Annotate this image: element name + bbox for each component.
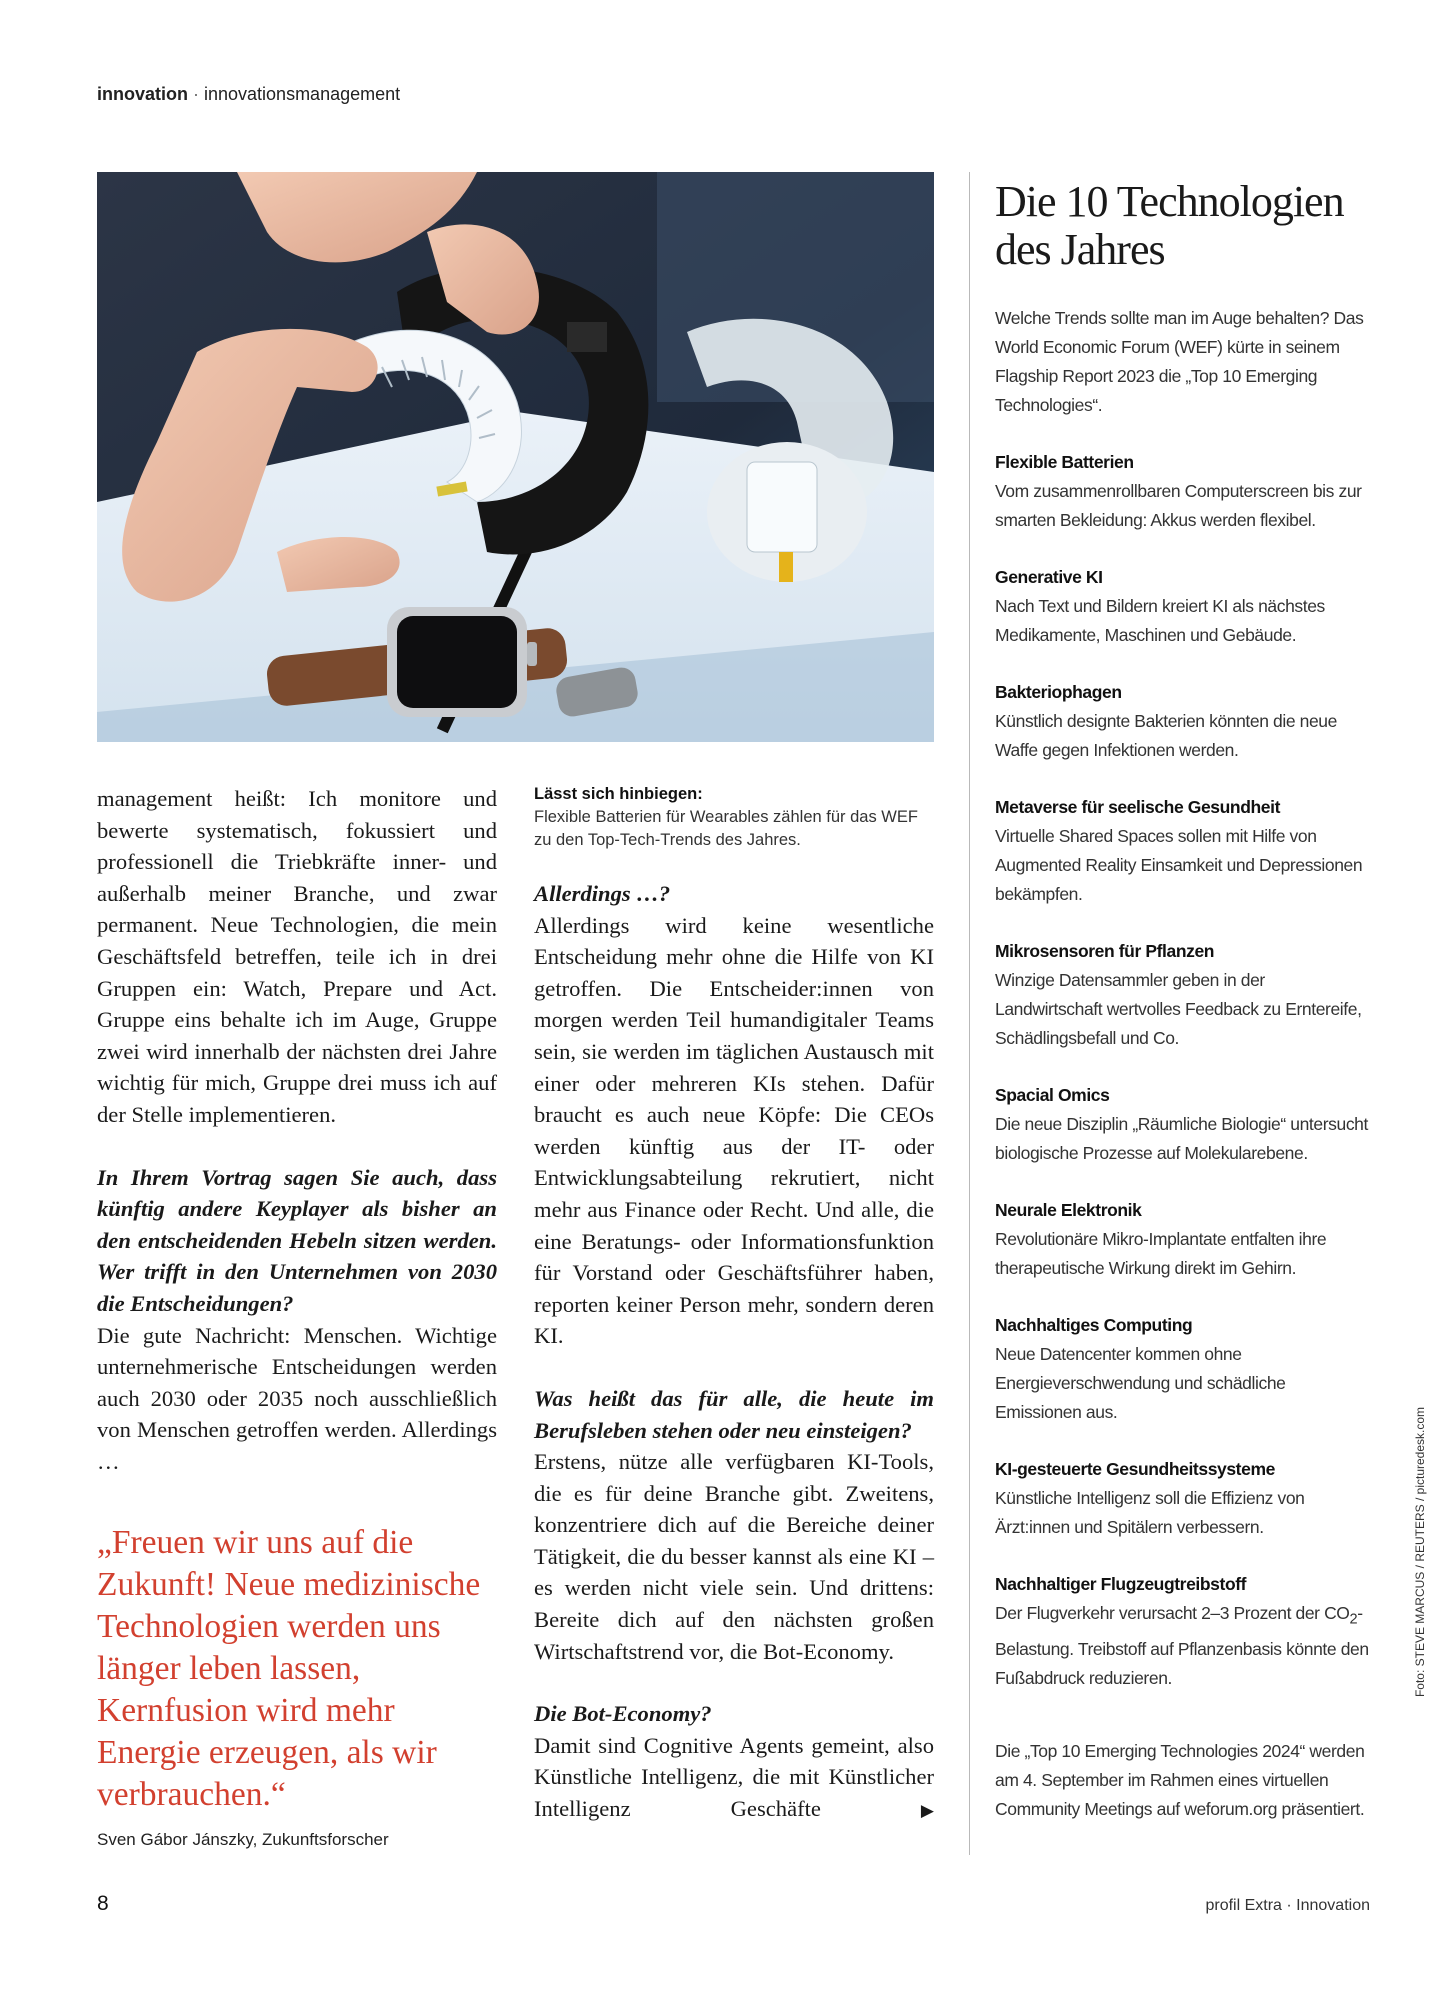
technology-description: Neue Datencenter kommen ohne Energieverschwendung und schädliche Emissionen aus. xyxy=(995,1344,1286,1422)
article-column-2 xyxy=(534,783,934,1827)
header-subsection: innovationsmanagement xyxy=(204,84,401,104)
technology-description-part: Der Flugverkehr verursacht 2–3 Prozent der CO xyxy=(995,1603,1350,1623)
technology-title: Generative KI xyxy=(995,567,1103,587)
article-paragraph: management heißt: Ich monitore und bewerte systematisch, fokussiert und professionell die Triebkräfte inner- und außerhalb meiner Branche, und zwar permanent. Neue Technologien, die mein Geschäftsfeld betreffen, teile ich in drei Gruppen ein: Watch, Prepare und Act. Gruppe eins behalte ich im Auge, Gruppe zwei wird innerhalb der nächsten drei Jahre wichtig für mich, Gruppe drei muss ich auf der Stelle implementieren. xyxy=(97,786,497,1127)
technology-item xyxy=(995,1311,1373,1427)
page-header xyxy=(97,84,400,105)
technology-list xyxy=(995,448,1373,1542)
technology-title: Metaverse für seelische Gesundheit xyxy=(995,797,1280,817)
technology-description: Virtuelle Shared Spaces sollen mit Hilfe von Augmented Reality Einsamkeit und Depressionen bekämpfen. xyxy=(995,826,1363,904)
technology-title: Bakteriophagen xyxy=(995,682,1122,702)
sidebar-divider xyxy=(969,172,970,1855)
article-photo xyxy=(97,172,934,742)
technology-description: Revolutionäre Mikro-Implantate entfalten ihre therapeutische Wirkung direkt im Gehirn. xyxy=(995,1229,1327,1278)
pull-quote: „Freuen wir uns auf die Zukunft! Neue medizinische Technologien werden uns länger leben lassen, Kernfusion wird mehr Energie erzeugen, als wir verbrauchen.“ xyxy=(97,1524,481,1813)
technology-title: Spacial Omics xyxy=(995,1085,1110,1105)
interview-question: In Ihrem Vortrag sagen Sie auch, dass künftig andere Keyplayer als bisher an den entscheidenden Hebeln sitzen werden. Wer trifft in den Unternehmen von 2030 die Entscheidungen? xyxy=(97,1164,497,1316)
sidebar-outro: Die „Top 10 Emerging Technologies 2024“ werden am 4. September im Rahmen eines virtuellen Community Meetings auf weforum.org präsentiert. xyxy=(995,1740,1365,1819)
technology-description: Nach Text und Bildern kreiert KI als nächstes Medikamente, Maschinen und Gebäude. xyxy=(995,596,1325,645)
technology-item xyxy=(995,678,1373,765)
technology-description: Winzige Datensammler geben in der Landwirtschaft wertvolles Feedback zu Erntereife, Schädlingsbefall und Co. xyxy=(995,970,1362,1048)
technology-title: Flexible Batterien xyxy=(995,452,1134,472)
sidebar-box xyxy=(995,178,1373,1824)
photo-caption xyxy=(534,783,934,852)
technology-item xyxy=(995,1196,1373,1283)
article-paragraph: Allerdings wird keine wesentliche Entscheidung mehr ohne die Hilfe von KI getroffen. Die Entscheider:innen von morgen werden Teil humandigitaler Teams sein, sie werden im täglichen Austausch mit einer oder mehreren KIs stehen. Dafür braucht es auch neue Köpfe: Die CEOs werden künftig aus der IT- oder Entwicklungsabteilung rekrutiert, nicht mehr aus Finance oder Recht. Und alle, die eine Beratungs- oder Informationsfunktion für Vorstand oder Geschäftsführer haben, reporten keiner Person mehr, sondern deren KI. xyxy=(534,912,934,1349)
technology-title: Nachhaltiger Flugzeugtreibstoff xyxy=(995,1574,1247,1594)
technology-description xyxy=(995,1599,1373,1693)
technology-description: Vom zusammenrollbaren Computerscreen bis zur smarten Bekleidung: Akkus werden flexibel. xyxy=(995,481,1362,530)
photo-credit: Foto: STEVE MARCUS / REUTERS / picturedesk.com xyxy=(1413,1406,1427,1698)
technology-item xyxy=(995,1081,1373,1168)
publication-footer: profil Extra · Innovation xyxy=(1205,1897,1370,1914)
technology-title: Neurale Elektronik xyxy=(995,1200,1142,1220)
technology-item xyxy=(995,448,1373,535)
pull-quote-attribution: Sven Gábor Jánszky, Zukunftsforscher xyxy=(97,1830,389,1849)
interview-subhead: Die Bot-Economy? xyxy=(534,1701,712,1727)
technology-description: Die neue Disziplin „Räumliche Biologie“ untersucht biologische Prozesse auf Molekularebene. xyxy=(995,1114,1368,1163)
article-paragraph xyxy=(534,1730,934,1827)
technology-item xyxy=(995,563,1373,650)
technology-title: KI-gesteuerte Gesundheitssysteme xyxy=(995,1459,1275,1479)
interview-answer: Erstens, nütze alle verfügbaren KI-Tools, die es für deine Branche gibt. Zweitens, konzentriere dich auf die Bereiche deiner Tätigkeit, die du besser kannst als eine KI – es werden nicht viele sein. Und drittens: Bereite dich auf den nächsten großen Wirtschaftstrend vor, die Bot-Economy. xyxy=(534,1449,934,1664)
photo-caption-text: Flexible Batterien für Wearables zählen für das WEF zu den Top-Tech-Trends des Jahres. xyxy=(534,808,918,849)
article-paragraph-text: Damit sind Cognitive Agents gemeint, also Künstliche Intelligenz, die mit Künstlicher Intelligenz Geschäfte xyxy=(534,1732,934,1822)
technology-item xyxy=(995,793,1373,909)
header-section: innovation xyxy=(97,84,188,104)
technology-description-part: -Belastung. Treibstoff auf Pflanzenbasis könnte den Fußabdruck reduzieren. xyxy=(995,1603,1369,1688)
technology-description: Künstlich designte Bakterien könnten die neue Waffe gegen Infektionen werden. xyxy=(995,711,1337,760)
interview-answer: Die gute Nachricht: Menschen. Wichtige unternehmerische Entscheidungen werden auch 2030 oder 2035 noch ausschließlich von Menschen getroffen werden. Allerdings … xyxy=(97,1322,497,1474)
sidebar-title: Die 10 Technologien des Jahres xyxy=(995,177,1344,274)
page-number: 8 xyxy=(97,1892,109,1915)
article-column-1 xyxy=(97,783,497,1477)
sidebar-intro: Welche Trends sollte man im Auge behalten? Das World Economic Forum (WEF) kürte in seinem Flagship Report 2023 die „Top 10 Emerging Technologies“. xyxy=(995,308,1364,415)
header-separator: · xyxy=(188,84,204,104)
interview-question: Was heißt das für alle, die heute im Berufsleben stehen oder neu einsteigen? xyxy=(534,1385,934,1443)
flexible-battery-photo xyxy=(97,172,934,742)
technology-description: Künstliche Intelligenz soll die Effizienz von Ärzt:innen und Spitälern verbessern. xyxy=(995,1488,1305,1537)
photo-caption-title: Lässt sich hinbiegen: xyxy=(534,785,703,803)
technology-item xyxy=(995,937,1373,1053)
continue-arrow-icon: ▶ xyxy=(920,1801,934,1821)
interview-subhead: Allerdings …? xyxy=(534,881,671,906)
technology-item xyxy=(995,1455,1373,1542)
technology-title: Mikrosensoren für Pflanzen xyxy=(995,941,1215,961)
technology-item xyxy=(995,1570,1373,1693)
technology-title: Nachhaltiges Computing xyxy=(995,1315,1193,1335)
co2-subscript: 2 xyxy=(1349,1611,1358,1628)
